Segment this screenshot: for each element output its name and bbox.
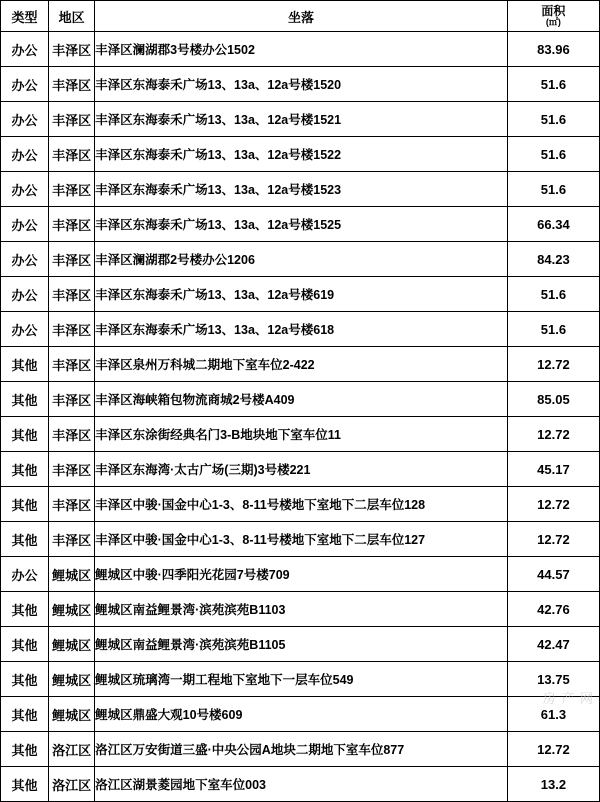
cell-type: 其他 (1, 382, 49, 417)
table-row[interactable] (1, 207, 600, 242)
cell-location: 丰泽区澜湖郡2号楼办公1206 (95, 242, 508, 277)
column-header-area-label: 面积 (541, 4, 566, 19)
table-row[interactable] (1, 732, 600, 767)
column-header-location-label: 坐落 (287, 9, 314, 25)
cell-area: 66.34 (507, 207, 599, 242)
table-row[interactable] (1, 662, 600, 697)
table-row[interactable] (1, 697, 600, 732)
cell-district: 丰泽区 (49, 137, 95, 172)
cell-area: 12.72 (507, 487, 599, 522)
cell-location: 鲤城区中骏·四季阳光花园7号楼709 (95, 557, 508, 592)
column-header-district-label: 地区 (58, 9, 85, 25)
table-row[interactable] (1, 172, 600, 207)
cell-location: 鲤城区琉璃湾一期工程地下室地下一层车位549 (95, 662, 508, 697)
cell-area: 51.6 (507, 102, 599, 137)
column-header-area-unit: (㎡) (545, 16, 561, 27)
cell-district: 丰泽区 (49, 347, 95, 382)
table-row[interactable] (1, 102, 600, 137)
cell-type: 其他 (1, 767, 49, 802)
cell-type: 其他 (1, 662, 49, 697)
cell-location: 丰泽区东海泰禾广场13、13a、12a号楼1520 (95, 67, 508, 102)
cell-area: 51.6 (507, 172, 599, 207)
cell-district: 丰泽区 (49, 207, 95, 242)
cell-district: 洛江区 (49, 767, 95, 802)
cell-type: 其他 (1, 452, 49, 487)
cell-location: 洛江区湖景菱园地下室车位003 (95, 767, 508, 802)
cell-area: 45.17 (507, 452, 599, 487)
cell-location: 鲤城区南益鲤景湾·滨苑滨苑B1103 (95, 592, 508, 627)
column-header-type-label: 类型 (11, 9, 38, 25)
table-row[interactable] (1, 137, 600, 172)
table-row[interactable] (1, 487, 600, 522)
cell-area: 42.76 (507, 592, 599, 627)
table-row[interactable] (1, 557, 600, 592)
cell-area: 12.72 (507, 347, 599, 382)
cell-location: 丰泽区东海泰禾广场13、13a、12a号楼618 (95, 312, 508, 347)
cell-type: 办公 (1, 277, 49, 312)
cell-district: 丰泽区 (49, 452, 95, 487)
table-header (1, 1, 600, 32)
cell-area: 51.6 (507, 277, 599, 312)
table-row[interactable] (1, 67, 600, 102)
cell-location: 鲤城区鼎盛大观10号楼609 (95, 697, 508, 732)
cell-district: 丰泽区 (49, 277, 95, 312)
table-row[interactable] (1, 452, 600, 487)
cell-location: 丰泽区海峡箱包物流商城2号楼A409 (95, 382, 508, 417)
cell-type: 其他 (1, 592, 49, 627)
table-body (1, 32, 600, 802)
table-row[interactable] (1, 522, 600, 557)
watermark-text: 房 产 网 (542, 691, 594, 706)
cell-type: 办公 (1, 312, 49, 347)
cell-location: 丰泽区东海泰禾广场13、13a、12a号楼1521 (95, 102, 508, 137)
cell-district: 丰泽区 (49, 242, 95, 277)
cell-area: 85.05 (507, 382, 599, 417)
cell-area: 44.57 (507, 557, 599, 592)
cell-area: 83.96 (507, 32, 599, 67)
cell-location: 鲤城区南益鲤景湾·滨苑滨苑B1105 (95, 627, 508, 662)
column-header-area (507, 1, 599, 32)
table-row[interactable] (1, 627, 600, 662)
cell-district: 鲤城区 (49, 557, 95, 592)
table-row[interactable] (1, 767, 600, 802)
cell-district: 丰泽区 (49, 67, 95, 102)
cell-district: 鲤城区 (49, 662, 95, 697)
cell-location: 丰泽区中骏·国金中心1-3、8-11号楼地下室地下二层车位128 (95, 487, 508, 522)
cell-location: 丰泽区澜湖郡3号楼办公1502 (95, 32, 508, 67)
table-row[interactable] (1, 347, 600, 382)
cell-area: 12.72 (507, 417, 599, 452)
cell-type: 办公 (1, 207, 49, 242)
cell-location: 丰泽区东海泰禾广场13、13a、12a号楼1522 (95, 137, 508, 172)
cell-type: 其他 (1, 347, 49, 382)
cell-type: 其他 (1, 697, 49, 732)
cell-district: 鲤城区 (49, 697, 95, 732)
cell-district: 丰泽区 (49, 102, 95, 137)
cell-location: 丰泽区中骏·国金中心1-3、8-11号楼地下室地下二层车位127 (95, 522, 508, 557)
cell-location: 丰泽区东涂街经典名门3-B地块地下室车位11 (95, 417, 508, 452)
cell-area: 13.2 (507, 767, 599, 802)
cell-area: 12.72 (507, 732, 599, 767)
cell-type: 其他 (1, 627, 49, 662)
cell-type: 办公 (1, 242, 49, 277)
cell-type: 办公 (1, 172, 49, 207)
cell-location: 丰泽区东海泰禾广场13、13a、12a号楼619 (95, 277, 508, 312)
cell-type: 其他 (1, 522, 49, 557)
cell-type: 办公 (1, 32, 49, 67)
column-header-location (95, 1, 508, 32)
table-row[interactable] (1, 312, 600, 347)
table-row[interactable] (1, 592, 600, 627)
table-row[interactable] (1, 277, 600, 312)
cell-district: 洛江区 (49, 732, 95, 767)
cell-location: 丰泽区东海湾·太古广场(三期)3号楼221 (95, 452, 508, 487)
table-header-row (1, 1, 600, 32)
cell-type: 办公 (1, 557, 49, 592)
cell-district: 鲤城区 (49, 627, 95, 662)
column-header-district (49, 1, 95, 32)
cell-area: 84.23 (507, 242, 599, 277)
cell-district: 丰泽区 (49, 522, 95, 557)
cell-location: 洛江区万安街道三盛·中央公园A地块二期地下室车位877 (95, 732, 508, 767)
cell-location: 丰泽区东海泰禾广场13、13a、12a号楼1523 (95, 172, 508, 207)
cell-district: 丰泽区 (49, 32, 95, 67)
cell-type: 其他 (1, 732, 49, 767)
cell-area: 42.47 (507, 627, 599, 662)
table-row[interactable] (1, 382, 600, 417)
cell-type: 办公 (1, 102, 49, 137)
cell-district: 丰泽区 (49, 172, 95, 207)
cell-type: 办公 (1, 137, 49, 172)
table-row[interactable] (1, 417, 600, 452)
cell-district: 丰泽区 (49, 312, 95, 347)
cell-type: 办公 (1, 67, 49, 102)
table-row[interactable] (1, 242, 600, 277)
cell-area: 61.3 (507, 697, 599, 732)
cell-district: 鲤城区 (49, 592, 95, 627)
cell-area: 12.72 (507, 522, 599, 557)
cell-location: 丰泽区泉州万科城二期地下室车位2-422 (95, 347, 508, 382)
cell-district: 丰泽区 (49, 417, 95, 452)
table-row[interactable] (1, 32, 600, 67)
column-header-type (1, 1, 49, 32)
cell-area: 13.75 (507, 662, 599, 697)
cell-district: 丰泽区 (49, 487, 95, 522)
cell-area: 51.6 (507, 67, 599, 102)
cell-district: 丰泽区 (49, 382, 95, 417)
cell-type: 其他 (1, 487, 49, 522)
cell-area: 51.6 (507, 137, 599, 172)
cell-location: 丰泽区东海泰禾广场13、13a、12a号楼1525 (95, 207, 508, 242)
cell-area: 51.6 (507, 312, 599, 347)
cell-type: 其他 (1, 417, 49, 452)
